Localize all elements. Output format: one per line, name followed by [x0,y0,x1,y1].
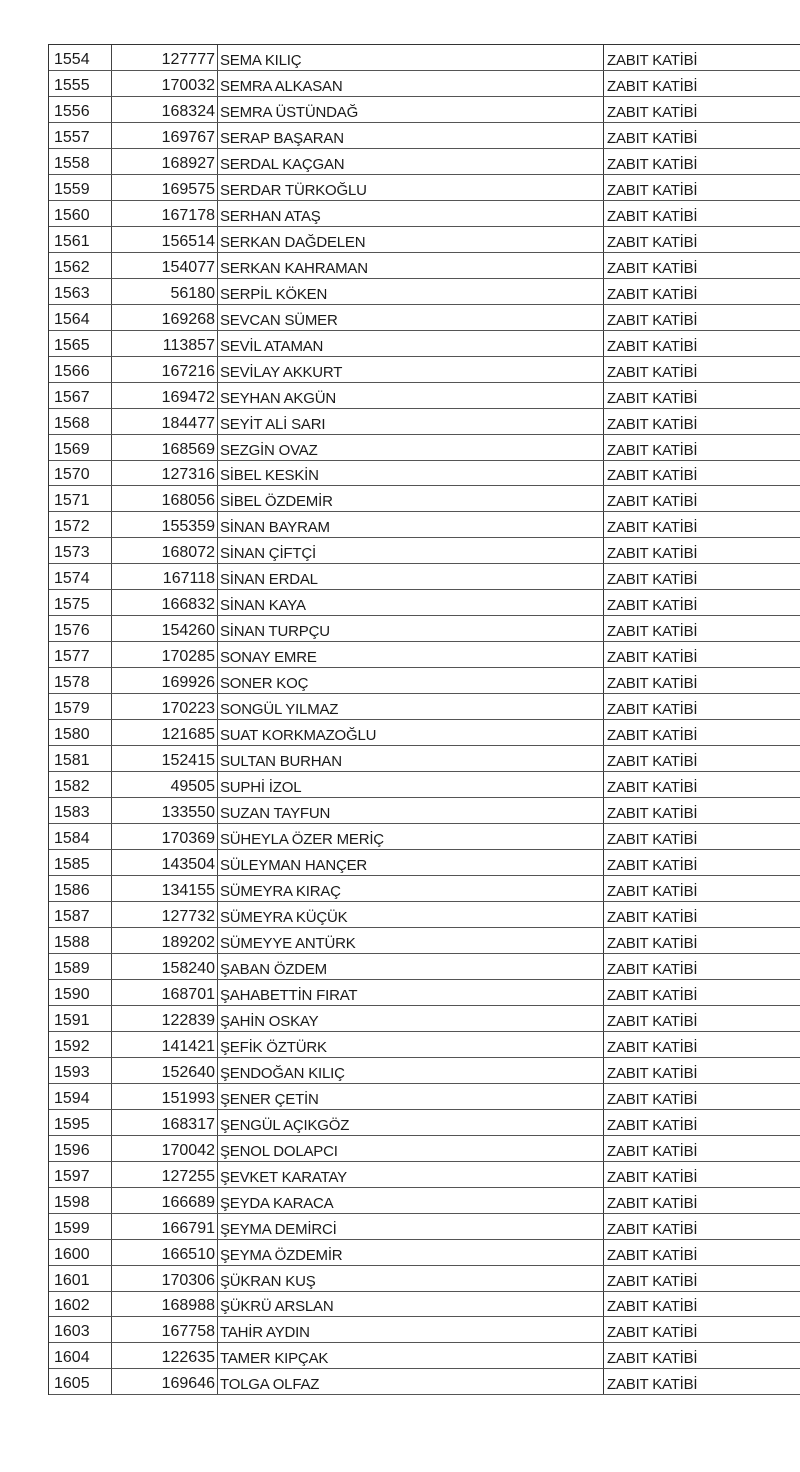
row-number: 1566 [49,357,112,382]
registry-number: 122839 [112,1006,218,1031]
row-number: 1587 [49,902,112,927]
registry-number: 143504 [112,850,218,875]
row-number: 1595 [49,1110,112,1135]
registry-number: 166689 [112,1188,218,1213]
table-row [49,876,800,902]
table-row [49,1292,800,1318]
row-number: 1581 [49,746,112,771]
registry-number: 169767 [112,123,218,148]
full-name: ŞÜKRAN KUŞ [218,1266,604,1291]
table-row [49,45,800,71]
job-title: ZABIT KATİBİ [607,1116,698,1134]
table-row [49,331,800,357]
row-number: 1602 [49,1292,112,1317]
full-name: SEVCAN SÜMER [218,305,604,330]
table-row [49,694,800,720]
table-row [49,590,800,616]
full-name: SULTAN BURHAN [218,746,604,771]
full-name: ŞENOL DOLAPCI [218,1136,604,1161]
registry-number: 167118 [112,564,218,589]
row-number: 1554 [49,45,112,70]
job-title: ZABIT KATİBİ [607,727,698,745]
full-name: SÜMEYRA KIRAÇ [218,876,604,901]
full-name: ŞABAN ÖZDEM [218,954,604,979]
job-title: ZABIT KATİBİ [607,934,698,952]
full-name: TAMER KIPÇAK [218,1343,604,1368]
registry-number: 127732 [112,902,218,927]
registry-number: 168569 [112,435,218,460]
registry-number: 168317 [112,1110,218,1135]
table-row [49,954,800,980]
table-row [49,902,800,928]
full-name: SERPİL KÖKEN [218,279,604,304]
full-name: SÜLEYMAN HANÇER [218,850,604,875]
row-number: 1578 [49,668,112,693]
job-title: ZABIT KATİBİ [607,597,698,615]
registry-number: 168701 [112,980,218,1005]
job-title: ZABIT KATİBİ [607,181,698,199]
row-number: 1586 [49,876,112,901]
job-title: ZABIT KATİBİ [607,960,698,978]
full-name: SUAT KORKMAZOĞLU [218,720,604,745]
registry-number: 170285 [112,642,218,667]
row-number: 1559 [49,175,112,200]
job-title: ZABIT KATİBİ [607,311,698,329]
table-row [49,798,800,824]
row-number: 1580 [49,720,112,745]
registry-number: 168927 [112,149,218,174]
registry-number: 155359 [112,512,218,537]
registry-number: 169472 [112,383,218,408]
table-row [49,227,800,253]
registry-number: 167216 [112,357,218,382]
job-title: ZABIT KATİBİ [607,155,698,173]
full-name: SEMA KILIÇ [218,45,604,70]
full-name: SİBEL ÖZDEMİR [218,486,604,511]
full-name: ŞAHABETTİN FIRAT [218,980,604,1005]
row-number: 1605 [49,1369,112,1394]
full-name: SONGÜL YILMAZ [218,694,604,719]
registry-number: 184477 [112,409,218,434]
job-title: ZABIT KATİBİ [607,415,698,433]
row-number: 1594 [49,1084,112,1109]
registry-number: 168324 [112,97,218,122]
row-number: 1568 [49,409,112,434]
table-row [49,357,800,383]
row-number: 1590 [49,980,112,1005]
registry-number: 169268 [112,305,218,330]
row-number: 1579 [49,694,112,719]
job-title: ZABIT KATİBİ [607,207,698,225]
row-number: 1555 [49,71,112,96]
row-number: 1597 [49,1162,112,1187]
job-title: ZABIT KATİBİ [607,882,698,900]
registry-number: 170032 [112,71,218,96]
full-name: SİNAN TURPÇU [218,616,604,641]
full-name: SEZGİN OVAZ [218,435,604,460]
registry-number: 121685 [112,720,218,745]
row-number: 1575 [49,590,112,615]
job-title: ZABIT KATİBİ [607,1090,698,1108]
registry-number: 169575 [112,175,218,200]
table-row [49,1136,800,1162]
job-title: ZABIT KATİBİ [607,779,698,797]
full-name: SEVİL ATAMAN [218,331,604,356]
row-number: 1591 [49,1006,112,1031]
registry-number: 154260 [112,616,218,641]
row-number: 1562 [49,253,112,278]
registry-number: 151993 [112,1084,218,1109]
row-number: 1561 [49,227,112,252]
row-number: 1603 [49,1317,112,1342]
registry-number: 113857 [112,331,218,356]
table-row [49,175,800,201]
job-title: ZABIT KATİBİ [607,493,698,511]
row-number: 1589 [49,954,112,979]
full-name: SERDAL KAÇGAN [218,149,604,174]
row-number: 1563 [49,279,112,304]
full-name: ŞAHİN OSKAY [218,1006,604,1031]
job-title: ZABIT KATİBİ [607,545,698,563]
job-title: ZABIT KATİBİ [607,1194,698,1212]
registry-number: 152640 [112,1058,218,1083]
registry-number: 154077 [112,253,218,278]
table-row [49,642,800,668]
job-title: ZABIT KATİBİ [607,1064,698,1082]
row-number: 1604 [49,1343,112,1368]
table-row [49,850,800,876]
registry-number: 170042 [112,1136,218,1161]
table-row [49,1240,800,1266]
job-title: ZABIT KATİBİ [607,1272,698,1290]
table-row [49,1006,800,1032]
job-title: ZABIT KATİBİ [607,623,698,641]
table-row [49,461,800,487]
job-title: ZABIT KATİBİ [607,1246,698,1264]
row-number: 1560 [49,201,112,226]
registry-number: 127777 [112,45,218,70]
row-number: 1582 [49,772,112,797]
row-number: 1598 [49,1188,112,1213]
job-title: ZABIT KATİBİ [607,753,698,771]
table-row [49,253,800,279]
full-name: ŞEYDA KARACA [218,1188,604,1213]
full-name: SERDAR TÜRKOĞLU [218,175,604,200]
full-name: SİNAN BAYRAM [218,512,604,537]
job-title: ZABIT KATİBİ [607,1298,698,1316]
table-row [49,720,800,746]
table-row [49,279,800,305]
full-name: SEMRA ALKASAN [218,71,604,96]
full-name: SEMRA ÜSTÜNDAĞ [218,97,604,122]
full-name: TOLGA OLFAZ [218,1369,604,1394]
job-title: ZABIT KATİBİ [607,571,698,589]
full-name: SONER KOÇ [218,668,604,693]
job-title: ZABIT KATİBİ [607,129,698,147]
registry-number: 189202 [112,928,218,953]
full-name: SERKAN KAHRAMAN [218,253,604,278]
table-row [49,980,800,1006]
full-name: SEVİLAY AKKURT [218,357,604,382]
job-title: ZABIT KATİBİ [607,1220,698,1238]
full-name: ŞEYMA ÖZDEMİR [218,1240,604,1265]
table-row [49,616,800,642]
job-title: ZABIT KATİBİ [607,103,698,121]
table-row [49,538,800,564]
registry-number: 156514 [112,227,218,252]
registry-number: 152415 [112,746,218,771]
job-title: ZABIT KATİBİ [607,805,698,823]
job-title: ZABIT KATİBİ [607,363,698,381]
job-title: ZABIT KATİBİ [607,675,698,693]
registry-number: 169646 [112,1369,218,1394]
table-row [49,305,800,331]
registry-number: 158240 [112,954,218,979]
full-name: TAHİR AYDIN [218,1317,604,1342]
table-row [49,409,800,435]
registry-number: 133550 [112,798,218,823]
registry-number: 134155 [112,876,218,901]
job-title: ZABIT KATİBİ [607,1142,698,1160]
table-row [49,564,800,590]
job-title: ZABIT KATİBİ [607,259,698,277]
table-body [49,45,800,1395]
row-number: 1585 [49,850,112,875]
row-number: 1574 [49,564,112,589]
row-number: 1593 [49,1058,112,1083]
personnel-table [48,44,800,1395]
full-name: SİBEL KESKİN [218,461,604,486]
job-title: ZABIT KATİBİ [607,337,698,355]
job-title: ZABIT KATİBİ [607,831,698,849]
registry-number: 170306 [112,1266,218,1291]
full-name: SEYİT ALİ SARI [218,409,604,434]
job-title: ZABIT KATİBİ [607,233,698,251]
full-name: SİNAN ÇİFTÇİ [218,538,604,563]
table-row [49,746,800,772]
job-title: ZABIT KATİBİ [607,77,698,95]
full-name: ŞEFİK ÖZTÜRK [218,1032,604,1057]
table-row [49,772,800,798]
table-row [49,512,800,538]
row-number: 1600 [49,1240,112,1265]
full-name: SERHAN ATAŞ [218,201,604,226]
registry-number: 166510 [112,1240,218,1265]
registry-number: 127316 [112,461,218,486]
row-number: 1596 [49,1136,112,1161]
row-number: 1583 [49,798,112,823]
job-title: ZABIT KATİBİ [607,51,698,69]
full-name: ŞENER ÇETİN [218,1084,604,1109]
row-number: 1576 [49,616,112,641]
table-row [49,383,800,409]
table-row [49,435,800,461]
row-number: 1601 [49,1266,112,1291]
row-number: 1584 [49,824,112,849]
job-title: ZABIT KATİBİ [607,701,698,719]
full-name: SÜHEYLA ÖZER MERİÇ [218,824,604,849]
registry-number: 49505 [112,772,218,797]
table-row [49,928,800,954]
job-title: ZABIT KATİBİ [607,649,698,667]
registry-number: 169926 [112,668,218,693]
row-number: 1567 [49,383,112,408]
table-row [49,123,800,149]
row-number: 1592 [49,1032,112,1057]
job-title: ZABIT KATİBİ [607,519,698,537]
registry-number: 166832 [112,590,218,615]
job-title: ZABIT KATİBİ [607,467,698,485]
job-title: ZABIT KATİBİ [607,986,698,1004]
row-number: 1558 [49,149,112,174]
job-title: ZABIT KATİBİ [607,441,698,459]
job-title: ZABIT KATİBİ [607,1038,698,1056]
table-row [49,1032,800,1058]
job-title: ZABIT KATİBİ [607,1012,698,1030]
job-title: ZABIT KATİBİ [607,1168,698,1186]
full-name: ŞÜKRÜ ARSLAN [218,1292,604,1317]
registry-number: 168056 [112,486,218,511]
row-number: 1564 [49,305,112,330]
table-row [49,668,800,694]
registry-number: 168988 [112,1292,218,1317]
full-name: ŞEVKET KARATAY [218,1162,604,1187]
row-number: 1569 [49,435,112,460]
full-name: ŞENDOĞAN KILIÇ [218,1058,604,1083]
table-row [49,1214,800,1240]
job-title: ZABIT KATİBİ [607,1376,698,1394]
registry-number: 170369 [112,824,218,849]
row-number: 1557 [49,123,112,148]
full-name: ŞENGÜL AÇIKGÖZ [218,1110,604,1135]
full-name: SUPHİ İZOL [218,772,604,797]
full-name: SEYHAN AKGÜN [218,383,604,408]
table-row [49,201,800,227]
registry-number: 122635 [112,1343,218,1368]
full-name: SİNAN KAYA [218,590,604,615]
table-row [49,1343,800,1369]
registry-number: 141421 [112,1032,218,1057]
full-name: SERKAN DAĞDELEN [218,227,604,252]
row-number: 1588 [49,928,112,953]
job-title: ZABIT KATİBİ [607,1324,698,1342]
job-title: ZABIT KATİBİ [607,1350,698,1368]
table-row [49,1369,800,1395]
registry-number: 166791 [112,1214,218,1239]
registry-number: 56180 [112,279,218,304]
row-number: 1565 [49,331,112,356]
registry-number: 127255 [112,1162,218,1187]
row-number: 1570 [49,461,112,486]
job-title: ZABIT KATİBİ [607,857,698,874]
full-name: SÜMEYYE ANTÜRK [218,928,604,953]
registry-number: 167178 [112,201,218,226]
full-name: SİNAN ERDAL [218,564,604,589]
registry-number: 170223 [112,694,218,719]
registry-number: 167758 [112,1317,218,1342]
row-number: 1577 [49,642,112,667]
table-row [49,1058,800,1084]
job-title: ZABIT KATİBİ [607,908,698,926]
table-row [49,149,800,175]
table-row [49,824,800,850]
table-row [49,71,800,97]
full-name: ŞEYMA DEMİRCİ [218,1214,604,1239]
table-row [49,486,800,512]
table-row [49,1317,800,1343]
table-row [49,1188,800,1214]
full-name: SUZAN TAYFUN [218,798,604,823]
table-row [49,1162,800,1188]
table-row [49,1266,800,1292]
registry-number: 168072 [112,538,218,563]
job-title: ZABIT KATİBİ [607,389,698,407]
table-row [49,97,800,123]
full-name: SERAP BAŞARAN [218,123,604,148]
table-row [49,1084,800,1110]
row-number: 1572 [49,512,112,537]
full-name: SONAY EMRE [218,642,604,667]
full-name: SÜMEYRA KÜÇÜK [218,902,604,927]
table-row [49,1110,800,1136]
row-number: 1556 [49,97,112,122]
row-number: 1573 [49,538,112,563]
job-title: ZABIT KATİBİ [607,285,698,303]
row-number: 1571 [49,486,112,511]
row-number: 1599 [49,1214,112,1239]
